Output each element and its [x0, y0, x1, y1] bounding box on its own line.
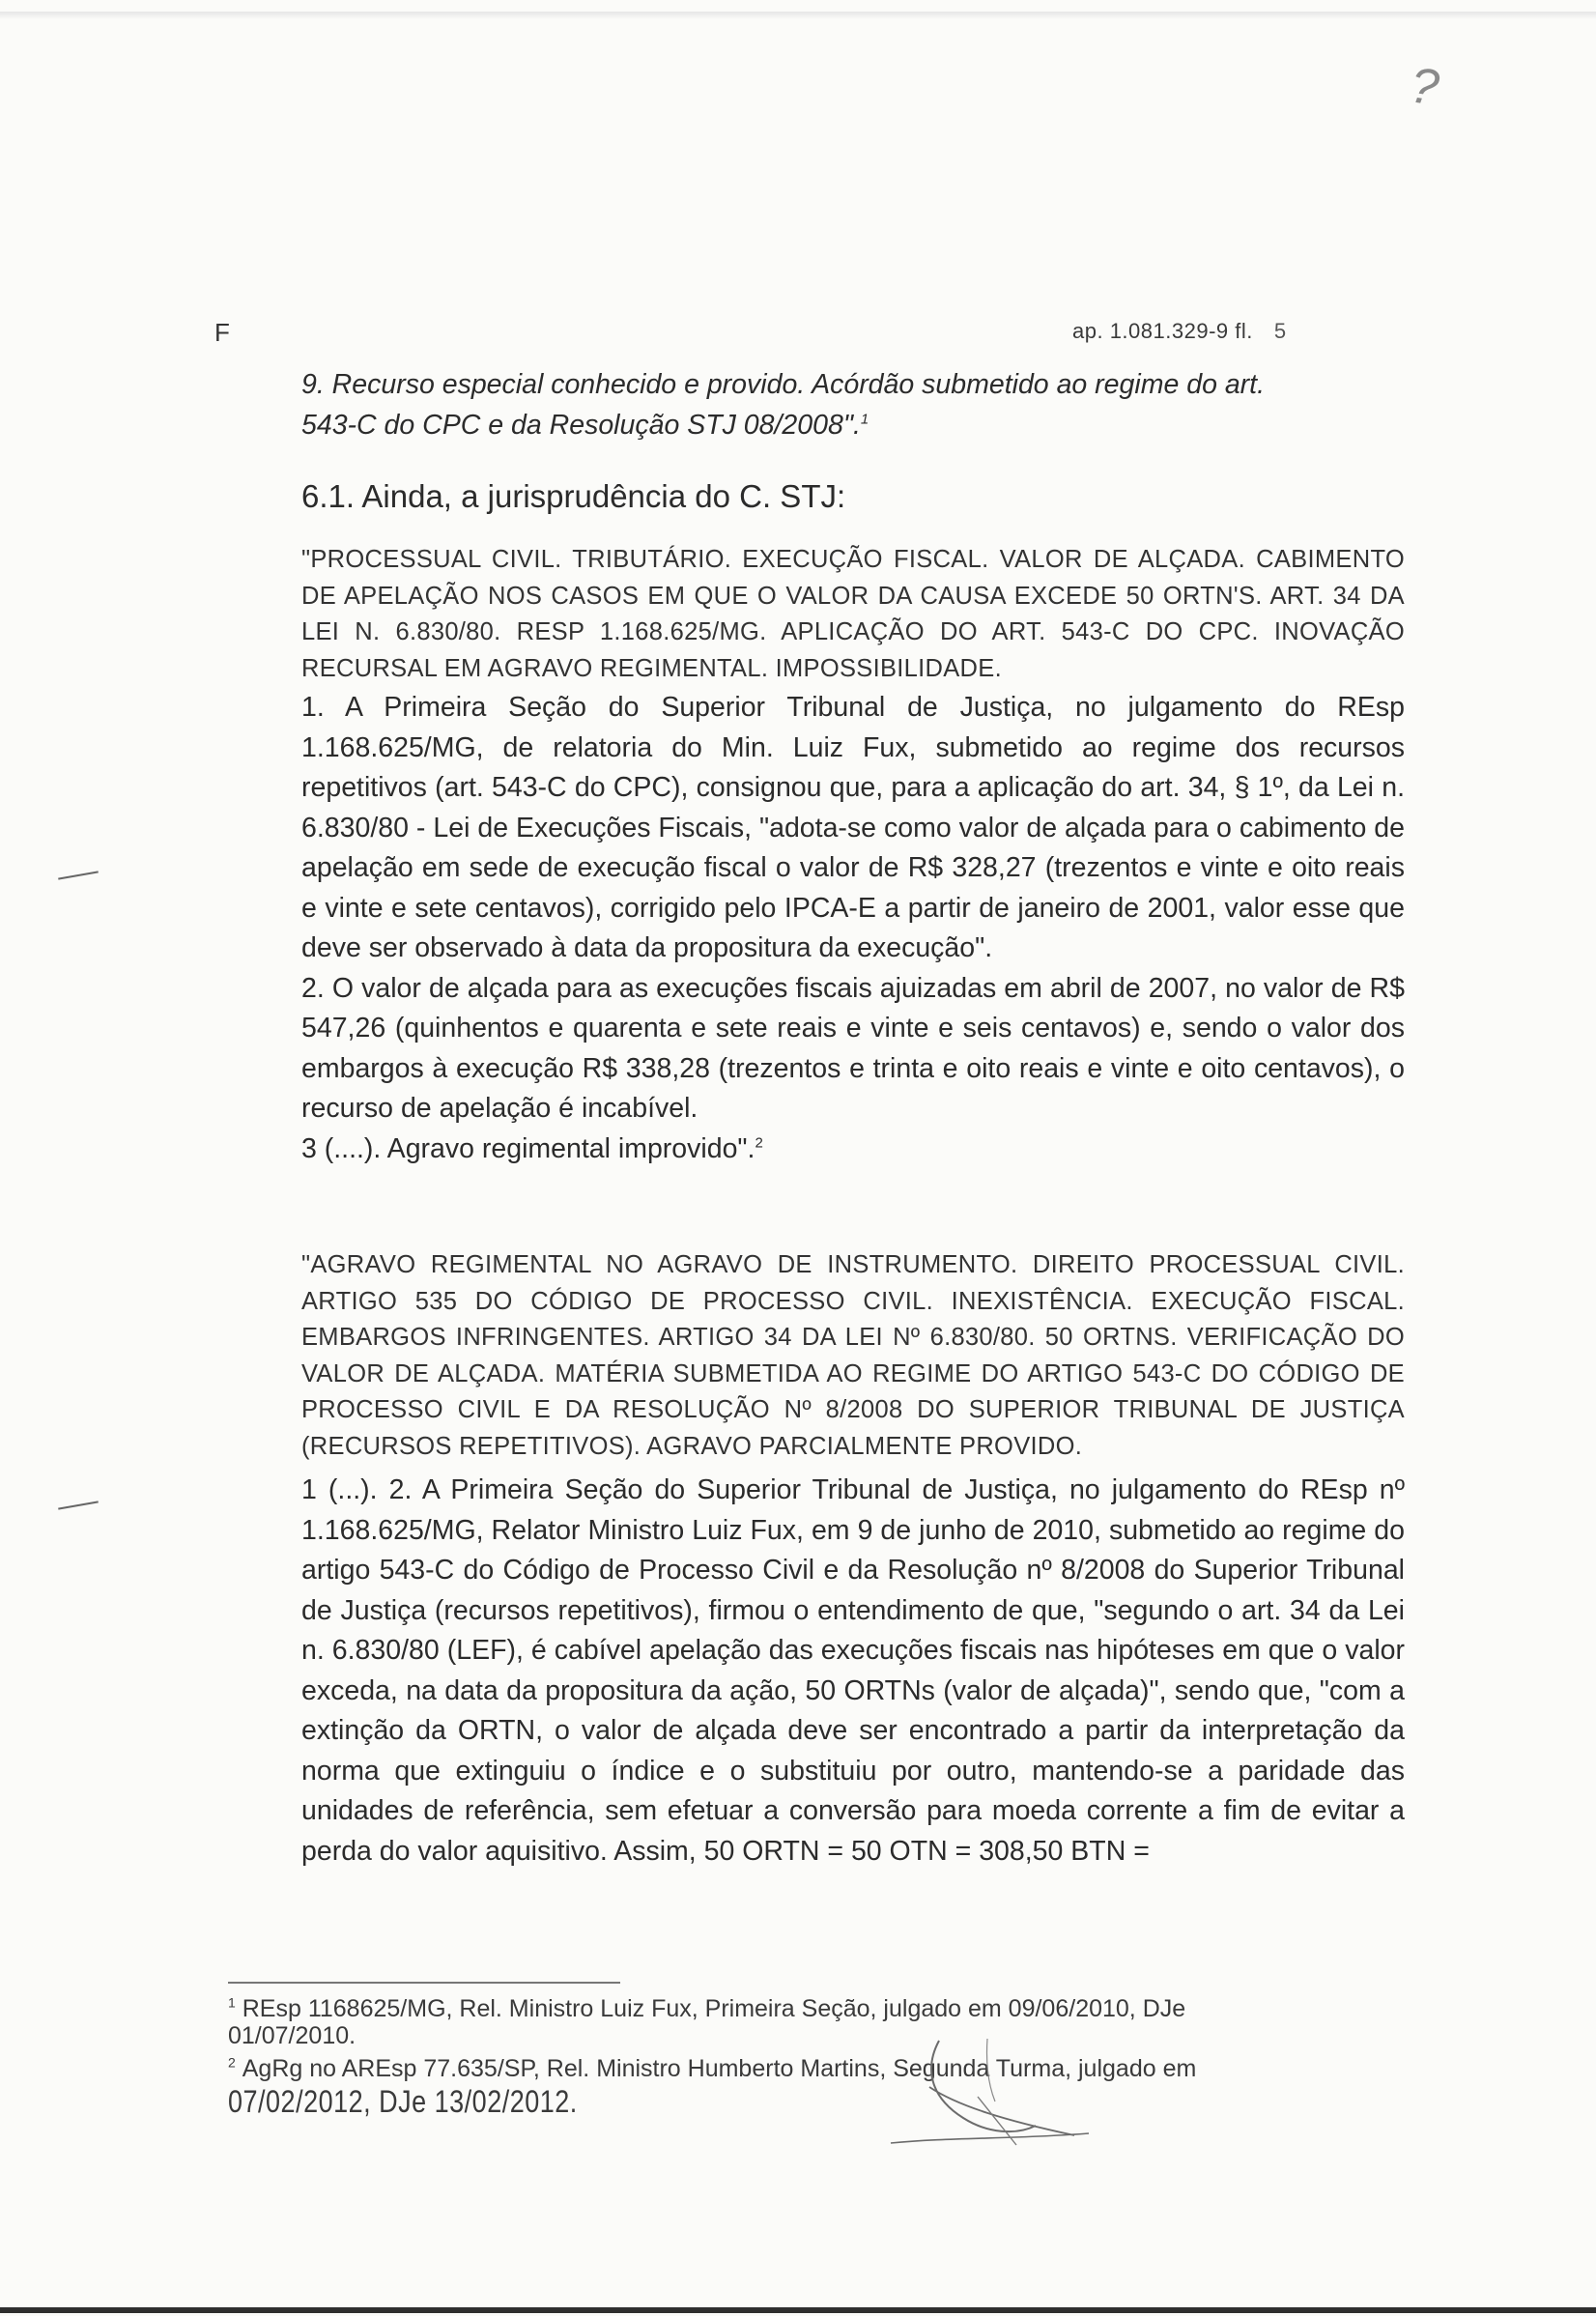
- page-number: 5: [1273, 319, 1287, 343]
- footnotes: [228, 1992, 1426, 2119]
- quote-ending: [301, 365, 1405, 445]
- case-reference: ap. 1.081.329-9 fl.: [1072, 319, 1253, 343]
- footnote-number: 2: [228, 2054, 236, 2071]
- ementa-2-summary: "AGRAVO REGIMENTAL NO AGRAVO DE INSTRUMENTO. DIREITO PROCESSUAL CIVIL. ARTIGO 535 DO CÓDIGO DE PROCESSO CIVIL. INEXISTÊNCIA. EXECUÇÃO FISCAL. EMBARGOS INFRINGENTES. ARTIGO 34 DA LEI Nº 6.830/80. 50 ORTNS. VERIFICAÇÃO DO VALOR DE ALÇADA. MATÉRIA SUBMETIDA AO REGIME DO ARTIGO 543-C DO CÓDIGO DE PROCESSO CIVIL E DA RESOLUÇÃO Nº 8/2008 DO SUPERIOR TRIBUNAL DE JUSTIÇA (RECURSOS REPETITIVOS). AGRAVO PARCIALMENTE PROVIDO.: [301, 1251, 1405, 1460]
- footnote-number: 1: [228, 1994, 236, 2011]
- footnote-2-continued: [228, 2085, 1426, 2119]
- quote-line-text: 543-C do CPC e da Resolução STJ 08/2008".: [301, 409, 861, 441]
- ementa-1-summary: "PROCESSUAL CIVIL. TRIBUTÁRIO. EXECUÇÃO FISCAL. VALOR DE ALÇADA. CABIMENTO DE APELAÇÃO NOS CASOS EM QUE O VALOR DA CAUSA EXCEDE 50 ORTN'S. ART. 34 DA LEI N. 6.830/80. RESP 1.168.625/MG. APLICAÇÃO DO ART. 543-C DO CPC. INOVAÇÃO RECURSAL EM AGRAVO REGIMENTAL. IMPOSSIBILIDADE.: [301, 546, 1405, 682]
- ementa-1-item-1: 1. A Primeira Seção do Superior Tribunal de Justiça, no julgamento do REsp 1.168.625/MG, de relatoria do Min. Luiz Fux, submetido ao regime dos recursos repetitivos (art. 543-C do CPC), consignou que, para a aplicação do art. 34, § 1º, da Lei n. 6.830/80 - Lei de Execuções Fiscais, "adota-se como valor de alçada para o cabimento de apelação em sede de execução fiscal o valor de R$ 328,27 (trezentos e vinte e oito reais e vinte e sete centavos), corrigido pelo IPCA-E a partir de janeiro de 2001, valor esse que deve ser observado à data da propositura da execução".: [301, 692, 1405, 963]
- footnote-text: 07/02/2012, DJe 13/02/2012.: [228, 2084, 578, 2119]
- left-margin-mark: F: [214, 318, 230, 347]
- handwritten-signature: [871, 2029, 1103, 2155]
- ementa-1-item-2: 2. O valor de alçada para as execuções fiscais ajuizadas em abril de 2007, no valor de R$ 547,26 (quinhentos e quarenta e sete reais e vinte e seis centavos) e, sendo o valor dos embargos à execução R$ 338,28 (trezentos e trinta e oito reais e vinte e oito centavos), o recurso de apelação é incabível.: [301, 972, 1405, 1124]
- ementa-1-item-3: [301, 1129, 1405, 1170]
- margin-hole-mark: [58, 871, 99, 879]
- corner-handwritten-mark: ?: [1407, 57, 1442, 117]
- footnote-text: AgRg no AREsp 77.635/SP, Rel. Ministro Humberto Martins, Segunda Turma, julgado em: [242, 2055, 1197, 2082]
- page-bottom-edge: [0, 2307, 1596, 2313]
- footnote-text: REsp 1168625/MG, Rel. Ministro Luiz Fux, Primeira Seção, julgado em 09/06/2010, DJe: [242, 1995, 1186, 2022]
- quote-line: 9. Recurso especial conhecido e provido. Acórdão submetido ao regime do art.: [301, 369, 1266, 400]
- footnote-ref: 1: [860, 411, 869, 427]
- footnote-1-continued: 01/07/2010.: [228, 2022, 356, 2049]
- margin-hole-mark: [58, 1501, 99, 1509]
- scan-edge: [0, 12, 1596, 19]
- ementa-2-item: 1 (...). 2. A Primeira Seção do Superior Tribunal de Justiça, no julgamento do REsp nº 1.168.625/MG, Relator Ministro Luiz Fux, em 9 de junho de 2010, submetido ao regime do artigo 543-C do Código de Processo Civil e da Resolução nº 8/2008 do Superior Tribunal de Justiça (recursos repetitivos), firmou o entendimento de que, "segundo o art. 34 da Lei n. 6.830/80 (LEF), é cabível apelação das execuções fiscais nas hipóteses em que o valor exceda, na data da propositura da ação, 50 ORTNs (valor de alçada)", sendo que, "com a extinção da ORTN, o valor de alçada deve ser encontrado a partir da interpretação da norma que extinguiu o índice e o substituiu por outro, mantendo-se a paridade das unidades de referência, sem efetuar a conversão para moeda corrente a fim de evitar a perda do valor aquisitivo. Assim, 50 ORTN = 50 OTN = 308,50 BTN =: [301, 1474, 1405, 1867]
- footnote-ref: 2: [755, 1134, 763, 1151]
- section-heading: 6.1. Ainda, a jurisprudência do C. STJ:: [301, 478, 846, 514]
- footnote-separator: [228, 1982, 620, 1984]
- ementa-2: [301, 1247, 1405, 1872]
- quote-line: [301, 406, 1405, 446]
- ementa-1-item-3-text: 3 (....). Agravo regimental improvido".: [301, 1132, 755, 1164]
- case-reference-header: [1072, 319, 1287, 344]
- ementa-1: [301, 542, 1405, 1169]
- section-heading-block: [301, 475, 1405, 518]
- footnote-2: [228, 2052, 1426, 2085]
